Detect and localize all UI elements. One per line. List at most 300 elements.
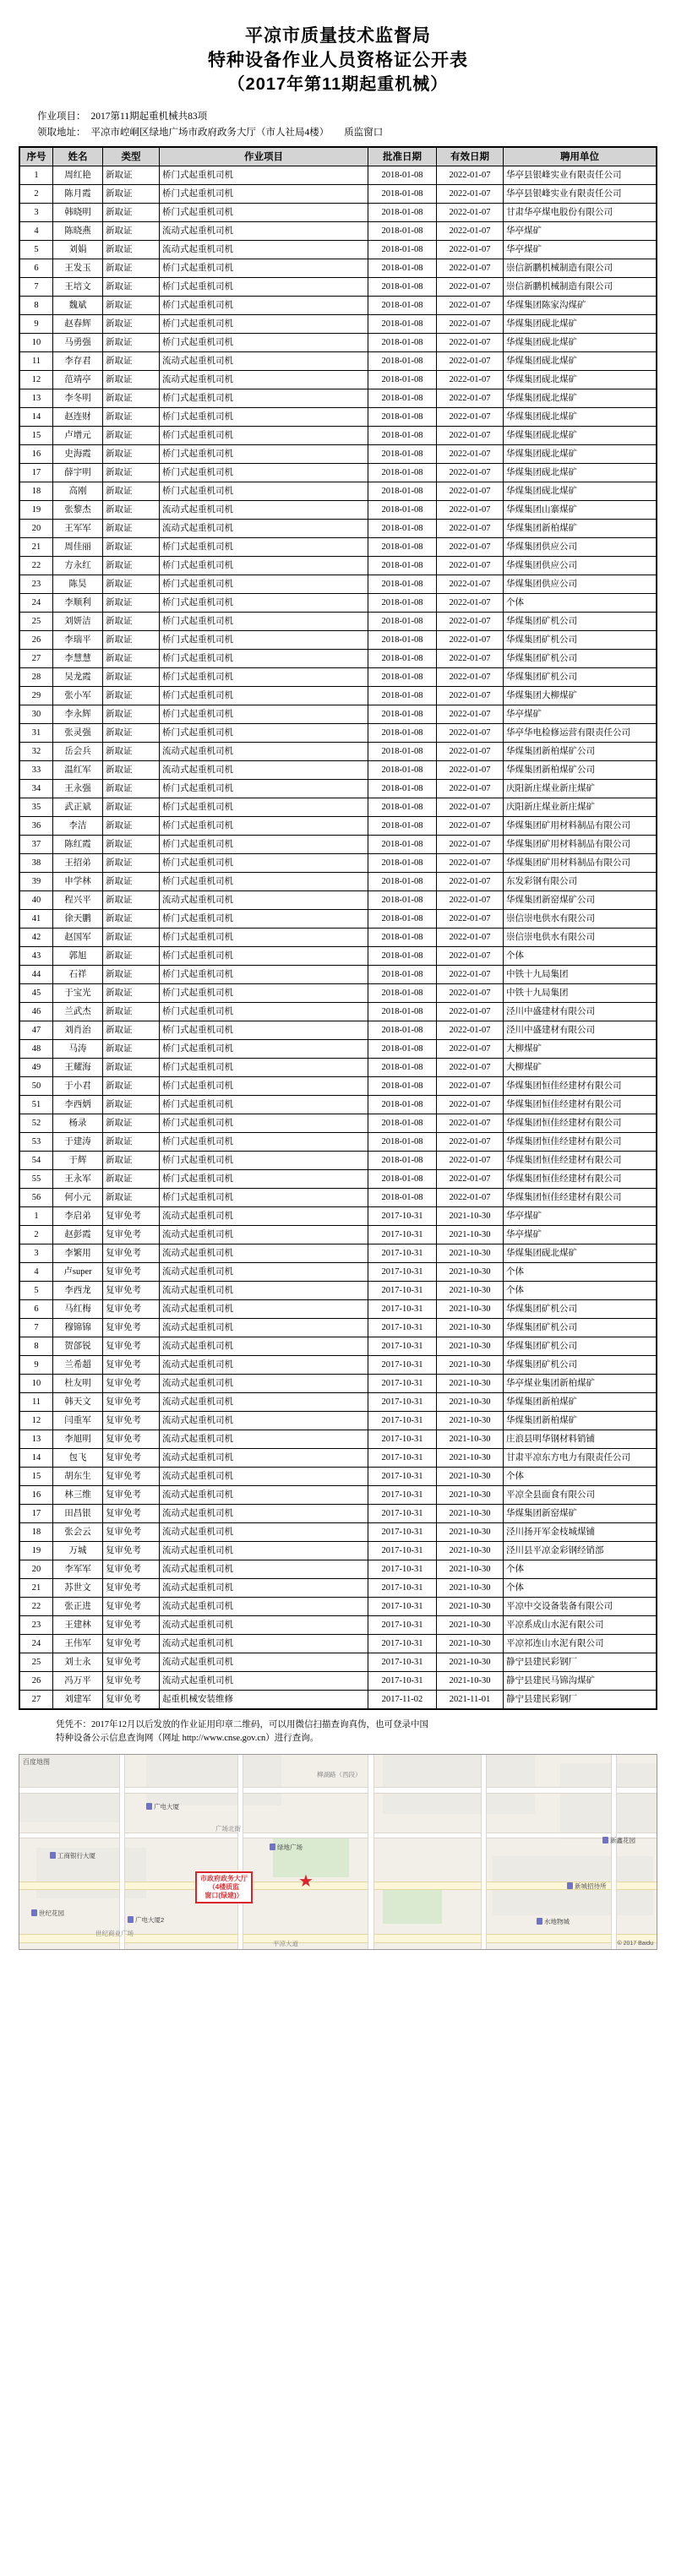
cell-type: 新取证	[103, 613, 160, 631]
cell-project: 流动式起重机司机	[160, 1393, 368, 1412]
cell-index: 47	[19, 1021, 53, 1040]
table-row	[19, 929, 657, 947]
cell-employer: 个体	[504, 1579, 657, 1598]
cell-index: 46	[19, 1003, 53, 1021]
cell-approval: 2018-01-08	[368, 743, 437, 761]
cell-index: 52	[19, 1114, 53, 1133]
cell-name: 兰希超	[53, 1356, 103, 1375]
map-poi-label: 世纪花园	[39, 1909, 64, 1917]
cell-project: 桥门式起重机司机	[160, 947, 368, 966]
cell-project: 流动式起重机司机	[160, 761, 368, 780]
cell-project: 桥门式起重机司机	[160, 1059, 368, 1077]
cell-employer: 华煤集团新窑煤矿	[504, 1505, 657, 1523]
table-row	[19, 1244, 657, 1263]
cell-index: 10	[19, 334, 53, 352]
cell-project: 流动式起重机司机	[160, 1560, 368, 1579]
cell-type: 复审免考	[103, 1542, 160, 1560]
cell-type: 新取证	[103, 538, 160, 557]
cell-type: 复审免考	[103, 1356, 160, 1375]
table-row	[19, 166, 657, 185]
cell-approval: 2018-01-08	[368, 538, 437, 557]
table-row	[19, 1598, 657, 1616]
cell-employer: 平凉系成山水泥有限公司	[504, 1616, 657, 1635]
cell-type: 复审免考	[103, 1430, 160, 1449]
cell-approval: 2017-10-31	[368, 1263, 437, 1282]
cell-name: 刘士永	[53, 1653, 103, 1672]
table-row	[19, 1133, 657, 1152]
cell-name: 田昌银	[53, 1505, 103, 1523]
cell-approval: 2018-01-08	[368, 1114, 437, 1133]
cell-project: 桥门式起重机司机	[160, 594, 368, 613]
cell-approval: 2017-10-31	[368, 1300, 437, 1319]
cell-project: 桥门式起重机司机	[160, 445, 368, 464]
cell-expiry: 2022-01-07	[437, 259, 504, 278]
cell-type: 新取证	[103, 836, 160, 854]
cell-project: 流动式起重机司机	[160, 352, 368, 371]
cell-expiry: 2022-01-07	[437, 222, 504, 241]
cell-employer: 华煤集团砚北煤矿	[504, 389, 657, 408]
map-road	[368, 1755, 374, 1949]
table-row	[19, 297, 657, 315]
map-road	[237, 1755, 243, 1949]
table-row	[19, 1040, 657, 1059]
cell-name: 李冬明	[53, 389, 103, 408]
cell-name: 周佳丽	[53, 538, 103, 557]
cell-index: 50	[19, 1077, 53, 1096]
cell-approval: 2018-01-08	[368, 650, 437, 668]
map-poi[interactable]	[31, 1909, 64, 1918]
cell-name: 卢增元	[53, 427, 103, 445]
cell-expiry: 2021-10-30	[437, 1282, 504, 1300]
table-row	[19, 1691, 657, 1710]
cell-index: 27	[19, 1691, 53, 1710]
cell-name: 于建涛	[53, 1133, 103, 1152]
cell-employer: 华亭煤矿	[504, 1207, 657, 1226]
cell-approval: 2018-01-08	[368, 1003, 437, 1021]
cell-expiry: 2022-01-07	[437, 631, 504, 650]
cell-index: 43	[19, 947, 53, 966]
cell-project: 桥门式起重机司机	[160, 185, 368, 204]
cell-name: 王军军	[53, 520, 103, 538]
table-row	[19, 1505, 657, 1523]
table-row	[19, 204, 657, 222]
cell-employer: 静宁县建民彩钢厂	[504, 1653, 657, 1672]
cell-index: 32	[19, 743, 53, 761]
cell-expiry: 2022-01-07	[437, 891, 504, 910]
cell-index: 21	[19, 1579, 53, 1598]
cell-name: 于辉	[53, 1152, 103, 1170]
cell-approval: 2017-10-31	[368, 1523, 437, 1542]
cell-employer: 华煤集团恒佳经建材有限公司	[504, 1170, 657, 1189]
cell-index: 17	[19, 1505, 53, 1523]
cell-index: 24	[19, 1635, 53, 1653]
cell-project: 流动式起重机司机	[160, 1319, 368, 1337]
cell-expiry: 2021-10-30	[437, 1430, 504, 1449]
cell-approval: 2018-01-08	[368, 482, 437, 501]
cell-index: 55	[19, 1170, 53, 1189]
map-poi-label: 新城招待所	[575, 1882, 607, 1890]
cell-type: 新取证	[103, 204, 160, 222]
table-row	[19, 650, 657, 668]
cell-name: 陈晓燕	[53, 222, 103, 241]
table-row	[19, 891, 657, 910]
cell-project: 桥门式起重机司机	[160, 817, 368, 836]
cell-name: 郭旭	[53, 947, 103, 966]
cell-index: 33	[19, 761, 53, 780]
document-meta	[0, 109, 676, 141]
cell-employer: 泾川中盛建材有限公司	[504, 1021, 657, 1040]
cell-type: 新取证	[103, 668, 160, 687]
cell-expiry: 2021-10-30	[437, 1337, 504, 1356]
cell-approval: 2018-01-08	[368, 761, 437, 780]
cell-name: 徐天鹏	[53, 910, 103, 929]
cell-approval: 2018-01-08	[368, 836, 437, 854]
cell-type: 新取证	[103, 389, 160, 408]
table-row	[19, 538, 657, 557]
cell-employer: 华煤集团恒佳经建材有限公司	[504, 1189, 657, 1207]
cell-name: 刘肖治	[53, 1021, 103, 1040]
table-row	[19, 1077, 657, 1096]
cell-approval: 2017-10-31	[368, 1672, 437, 1691]
cell-employer: 泾川扬开军金枝城煤铺	[504, 1523, 657, 1542]
location-map[interactable]	[19, 1754, 657, 1950]
cell-name: 李西炳	[53, 1096, 103, 1114]
cell-name: 穆锦锦	[53, 1319, 103, 1337]
cell-project: 流动式起重机司机	[160, 1579, 368, 1598]
cell-index: 48	[19, 1040, 53, 1059]
cell-employer: 大柳煤矿	[504, 1059, 657, 1077]
cell-project: 桥门式起重机司机	[160, 631, 368, 650]
map-poi[interactable]	[50, 1851, 95, 1860]
table-row	[19, 1300, 657, 1319]
cell-name: 李顺利	[53, 594, 103, 613]
cell-type: 新取证	[103, 743, 160, 761]
cell-employer: 庆阳新庄煤业新庄煤矿	[504, 780, 657, 798]
cell-index: 22	[19, 557, 53, 575]
cell-type: 新取证	[103, 891, 160, 910]
cell-employer: 崇信新鹏机械制造有限公司	[504, 278, 657, 297]
cell-type: 新取证	[103, 947, 160, 966]
cell-name: 王永军	[53, 1170, 103, 1189]
map-poi[interactable]	[146, 1802, 179, 1811]
table-row	[19, 798, 657, 817]
cell-type: 复审免考	[103, 1505, 160, 1523]
cell-approval: 2017-10-31	[368, 1282, 437, 1300]
cell-project: 桥门式起重机司机	[160, 1077, 368, 1096]
table-row	[19, 1412, 657, 1430]
document-title-block	[0, 0, 676, 97]
cell-project: 桥门式起重机司机	[160, 427, 368, 445]
cell-index: 20	[19, 520, 53, 538]
cell-name: 李西龙	[53, 1282, 103, 1300]
cell-index: 5	[19, 241, 53, 259]
table-row	[19, 836, 657, 854]
cell-employer: 中铁十九局集团	[504, 984, 657, 1003]
table-row	[19, 873, 657, 891]
cell-name: 于宝光	[53, 984, 103, 1003]
map-road	[481, 1755, 487, 1949]
table-row	[19, 315, 657, 334]
table-row	[19, 1542, 657, 1560]
table-row	[19, 1337, 657, 1356]
table-row	[19, 780, 657, 798]
cell-project: 桥门式起重机司机	[160, 668, 368, 687]
cell-employer: 个体	[504, 1468, 657, 1486]
cell-index: 24	[19, 594, 53, 613]
cell-index: 13	[19, 389, 53, 408]
cell-employer: 泾川县平凉金彩钢经销部	[504, 1542, 657, 1560]
cell-expiry: 2022-01-07	[437, 780, 504, 798]
cell-name: 李慧慧	[53, 650, 103, 668]
table-row	[19, 1189, 657, 1207]
cell-approval: 2017-10-31	[368, 1356, 437, 1375]
cell-index: 5	[19, 1282, 53, 1300]
map-poi-label: 水地物城	[544, 1918, 570, 1925]
header-type: 类型	[103, 147, 160, 166]
cell-employer: 个体	[504, 1282, 657, 1300]
cell-name: 史海霞	[53, 445, 103, 464]
cell-expiry: 2021-10-30	[437, 1672, 504, 1691]
cell-approval: 2017-10-31	[368, 1319, 437, 1337]
cell-expiry: 2022-01-07	[437, 1096, 504, 1114]
cell-index: 7	[19, 1319, 53, 1337]
cell-employer: 华煤集团供应公司	[504, 538, 657, 557]
cell-name: 赵彭霞	[53, 1226, 103, 1244]
cell-name: 岳会兵	[53, 743, 103, 761]
cell-employer: 平凉全县面食有限公司	[504, 1486, 657, 1505]
cell-expiry: 2022-01-07	[437, 1059, 504, 1077]
cell-employer: 华煤集团新柏煤矿	[504, 1393, 657, 1412]
cell-employer: 中铁十九局集团	[504, 966, 657, 984]
cell-approval: 2018-01-08	[368, 1152, 437, 1170]
cell-name: 温红军	[53, 761, 103, 780]
cell-index: 23	[19, 1616, 53, 1635]
cell-employer: 华煤集团砚北煤矿	[504, 352, 657, 371]
cell-expiry: 2021-10-30	[437, 1449, 504, 1468]
cell-employer: 华煤集团砚北煤矿	[504, 482, 657, 501]
cell-expiry: 2022-01-07	[437, 724, 504, 743]
table-row	[19, 278, 657, 297]
map-road	[19, 1833, 657, 1838]
table-row	[19, 334, 657, 352]
table-row	[19, 1152, 657, 1170]
cell-type: 复审免考	[103, 1653, 160, 1672]
cell-approval: 2018-01-08	[368, 408, 437, 427]
cell-name: 张小军	[53, 687, 103, 705]
cell-approval: 2017-10-31	[368, 1653, 437, 1672]
cell-approval: 2018-01-08	[368, 185, 437, 204]
cell-name: 赵连财	[53, 408, 103, 427]
map-poi-icon	[31, 1909, 37, 1916]
cell-expiry: 2022-01-07	[437, 1152, 504, 1170]
cell-employer: 华煤集团矿机公司	[504, 668, 657, 687]
cell-type: 复审免考	[103, 1449, 160, 1468]
cell-project: 流动式起重机司机	[160, 1449, 368, 1468]
cell-type: 复审免考	[103, 1226, 160, 1244]
cell-name: 吴龙霞	[53, 668, 103, 687]
cell-project: 桥门式起重机司机	[160, 1114, 368, 1133]
cell-project: 桥门式起重机司机	[160, 836, 368, 854]
cell-name: 方永红	[53, 557, 103, 575]
cell-project: 桥门式起重机司机	[160, 687, 368, 705]
cell-project: 流动式起重机司机	[160, 1263, 368, 1282]
cell-project: 流动式起重机司机	[160, 1282, 368, 1300]
cell-approval: 2017-10-31	[368, 1560, 437, 1579]
cell-expiry: 2022-01-07	[437, 1040, 504, 1059]
cell-employer: 静宁县建民彩钢厂	[504, 1691, 657, 1710]
cell-type: 复审免考	[103, 1691, 160, 1710]
cell-approval: 2018-01-08	[368, 613, 437, 631]
cell-project: 流动式起重机司机	[160, 1598, 368, 1616]
cell-approval: 2018-01-08	[368, 873, 437, 891]
cell-approval: 2018-01-08	[368, 668, 437, 687]
cell-index: 6	[19, 1300, 53, 1319]
map-road-label: 广场北街	[215, 1825, 241, 1833]
cell-project: 桥门式起重机司机	[160, 873, 368, 891]
cell-approval: 2018-01-08	[368, 798, 437, 817]
cell-expiry: 2021-10-30	[437, 1244, 504, 1263]
cell-expiry: 2021-10-30	[437, 1616, 504, 1635]
cell-employer: 个体	[504, 1263, 657, 1282]
table-row	[19, 1393, 657, 1412]
cell-type: 新取证	[103, 966, 160, 984]
cell-approval: 2018-01-08	[368, 520, 437, 538]
table-row	[19, 259, 657, 278]
cell-employer: 华煤集团砚北煤矿	[504, 1244, 657, 1263]
cell-employer: 华煤集团大柳煤矿	[504, 687, 657, 705]
cell-expiry: 2021-10-30	[437, 1356, 504, 1375]
cell-expiry: 2022-01-07	[437, 594, 504, 613]
cell-expiry: 2022-01-07	[437, 464, 504, 482]
cell-project: 桥门式起重机司机	[160, 278, 368, 297]
cell-approval: 2018-01-08	[368, 1021, 437, 1040]
table-row	[19, 705, 657, 724]
table-row	[19, 501, 657, 520]
cell-project: 流动式起重机司机	[160, 1226, 368, 1244]
cell-project: 桥门式起重机司机	[160, 1003, 368, 1021]
cell-approval: 2017-10-31	[368, 1412, 437, 1430]
cell-project: 桥门式起重机司机	[160, 724, 368, 743]
cell-index: 44	[19, 966, 53, 984]
table-row	[19, 1282, 657, 1300]
map-callout-line2: （4楼质监	[208, 1883, 240, 1891]
cell-employer: 甘肃华亭煤电股份有限公司	[504, 204, 657, 222]
map-poi[interactable]	[602, 1836, 635, 1845]
map-poi[interactable]	[128, 1915, 164, 1925]
cell-approval: 2018-01-08	[368, 204, 437, 222]
map-green-space	[383, 1890, 442, 1924]
cell-project: 流动式起重机司机	[160, 241, 368, 259]
cell-name: 刘妍洁	[53, 613, 103, 631]
table-row	[19, 1616, 657, 1635]
header-approval: 批准日期	[368, 147, 437, 166]
cell-expiry: 2022-01-07	[437, 966, 504, 984]
cell-project: 桥门式起重机司机	[160, 315, 368, 334]
cell-project: 桥门式起重机司机	[160, 798, 368, 817]
map-poi[interactable]	[567, 1882, 607, 1891]
cell-name: 杨录	[53, 1114, 103, 1133]
map-poi-label: 广电大厦2	[135, 1916, 165, 1924]
cell-index: 1	[19, 166, 53, 185]
cell-approval: 2018-01-08	[368, 966, 437, 984]
cell-expiry: 2022-01-07	[437, 817, 504, 836]
cell-expiry: 2022-01-07	[437, 1021, 504, 1040]
footer-note-line2: 特种设备公示信息查询网（网址 http://www.cnse.gov.cn）进行查询。	[56, 1734, 319, 1743]
cell-name: 刘建军	[53, 1691, 103, 1710]
cell-index: 8	[19, 1337, 53, 1356]
cell-expiry: 2022-01-07	[437, 371, 504, 389]
cell-index: 7	[19, 278, 53, 297]
cell-expiry: 2021-10-30	[437, 1226, 504, 1244]
cell-project: 流动式起重机司机	[160, 1672, 368, 1691]
map-poi-label: 新鑫花园	[610, 1837, 635, 1844]
cell-approval: 2018-01-08	[368, 724, 437, 743]
cell-index: 22	[19, 1598, 53, 1616]
table-row	[19, 1468, 657, 1486]
cell-approval: 2018-01-08	[368, 445, 437, 464]
title-line-agency: 平凉市质量技术监督局	[245, 26, 431, 46]
cell-employer: 华煤集团砚北煤矿	[504, 464, 657, 482]
cell-name: 万城	[53, 1542, 103, 1560]
cell-expiry: 2022-01-07	[437, 668, 504, 687]
cell-employer: 华煤集团矿用材料制品有限公司	[504, 836, 657, 854]
table-row	[19, 408, 657, 427]
cell-project: 桥门式起重机司机	[160, 1040, 368, 1059]
cell-type: 新取证	[103, 166, 160, 185]
table-row	[19, 427, 657, 445]
header-employer: 聘用单位	[504, 147, 657, 166]
table-row	[19, 817, 657, 836]
cell-index: 12	[19, 1412, 53, 1430]
table-row	[19, 984, 657, 1003]
cell-expiry: 2022-01-07	[437, 873, 504, 891]
cell-approval: 2018-01-08	[368, 166, 437, 185]
cell-expiry: 2022-01-07	[437, 1189, 504, 1207]
cell-name: 包飞	[53, 1449, 103, 1468]
cell-project: 桥门式起重机司机	[160, 389, 368, 408]
cell-approval: 2018-01-08	[368, 705, 437, 724]
cell-employer: 甘肃平凉东方电力有限责任公司	[504, 1449, 657, 1468]
cell-approval: 2018-01-08	[368, 259, 437, 278]
cell-index: 18	[19, 1523, 53, 1542]
header-index: 序号	[19, 147, 53, 166]
table-row	[19, 389, 657, 408]
cell-expiry: 2021-10-30	[437, 1375, 504, 1393]
map-poi[interactable]	[270, 1843, 303, 1852]
registry-table-wrap	[0, 141, 676, 1710]
cell-expiry: 2021-10-30	[437, 1263, 504, 1282]
cell-project: 流动式起重机司机	[160, 1207, 368, 1226]
cell-type: 新取证	[103, 817, 160, 836]
cell-type: 复审免考	[103, 1263, 160, 1282]
cell-type: 新取证	[103, 687, 160, 705]
map-poi[interactable]	[537, 1917, 570, 1926]
cell-index: 16	[19, 1486, 53, 1505]
cell-approval: 2018-01-08	[368, 315, 437, 334]
cell-expiry: 2022-01-07	[437, 297, 504, 315]
map-logo: 百度地图	[23, 1758, 50, 1766]
cell-expiry: 2022-01-07	[437, 427, 504, 445]
cell-project: 桥门式起重机司机	[160, 464, 368, 482]
cell-project: 桥门式起重机司机	[160, 1096, 368, 1114]
cell-employer: 华煤集团恒佳经建材有限公司	[504, 1152, 657, 1170]
table-row	[19, 575, 657, 594]
cell-employer: 华煤集团砚北煤矿	[504, 445, 657, 464]
cell-approval: 2017-11-02	[368, 1691, 437, 1710]
cell-project: 桥门式起重机司机	[160, 1152, 368, 1170]
cell-approval: 2018-01-08	[368, 297, 437, 315]
cell-project: 流动式起重机司机	[160, 1505, 368, 1523]
